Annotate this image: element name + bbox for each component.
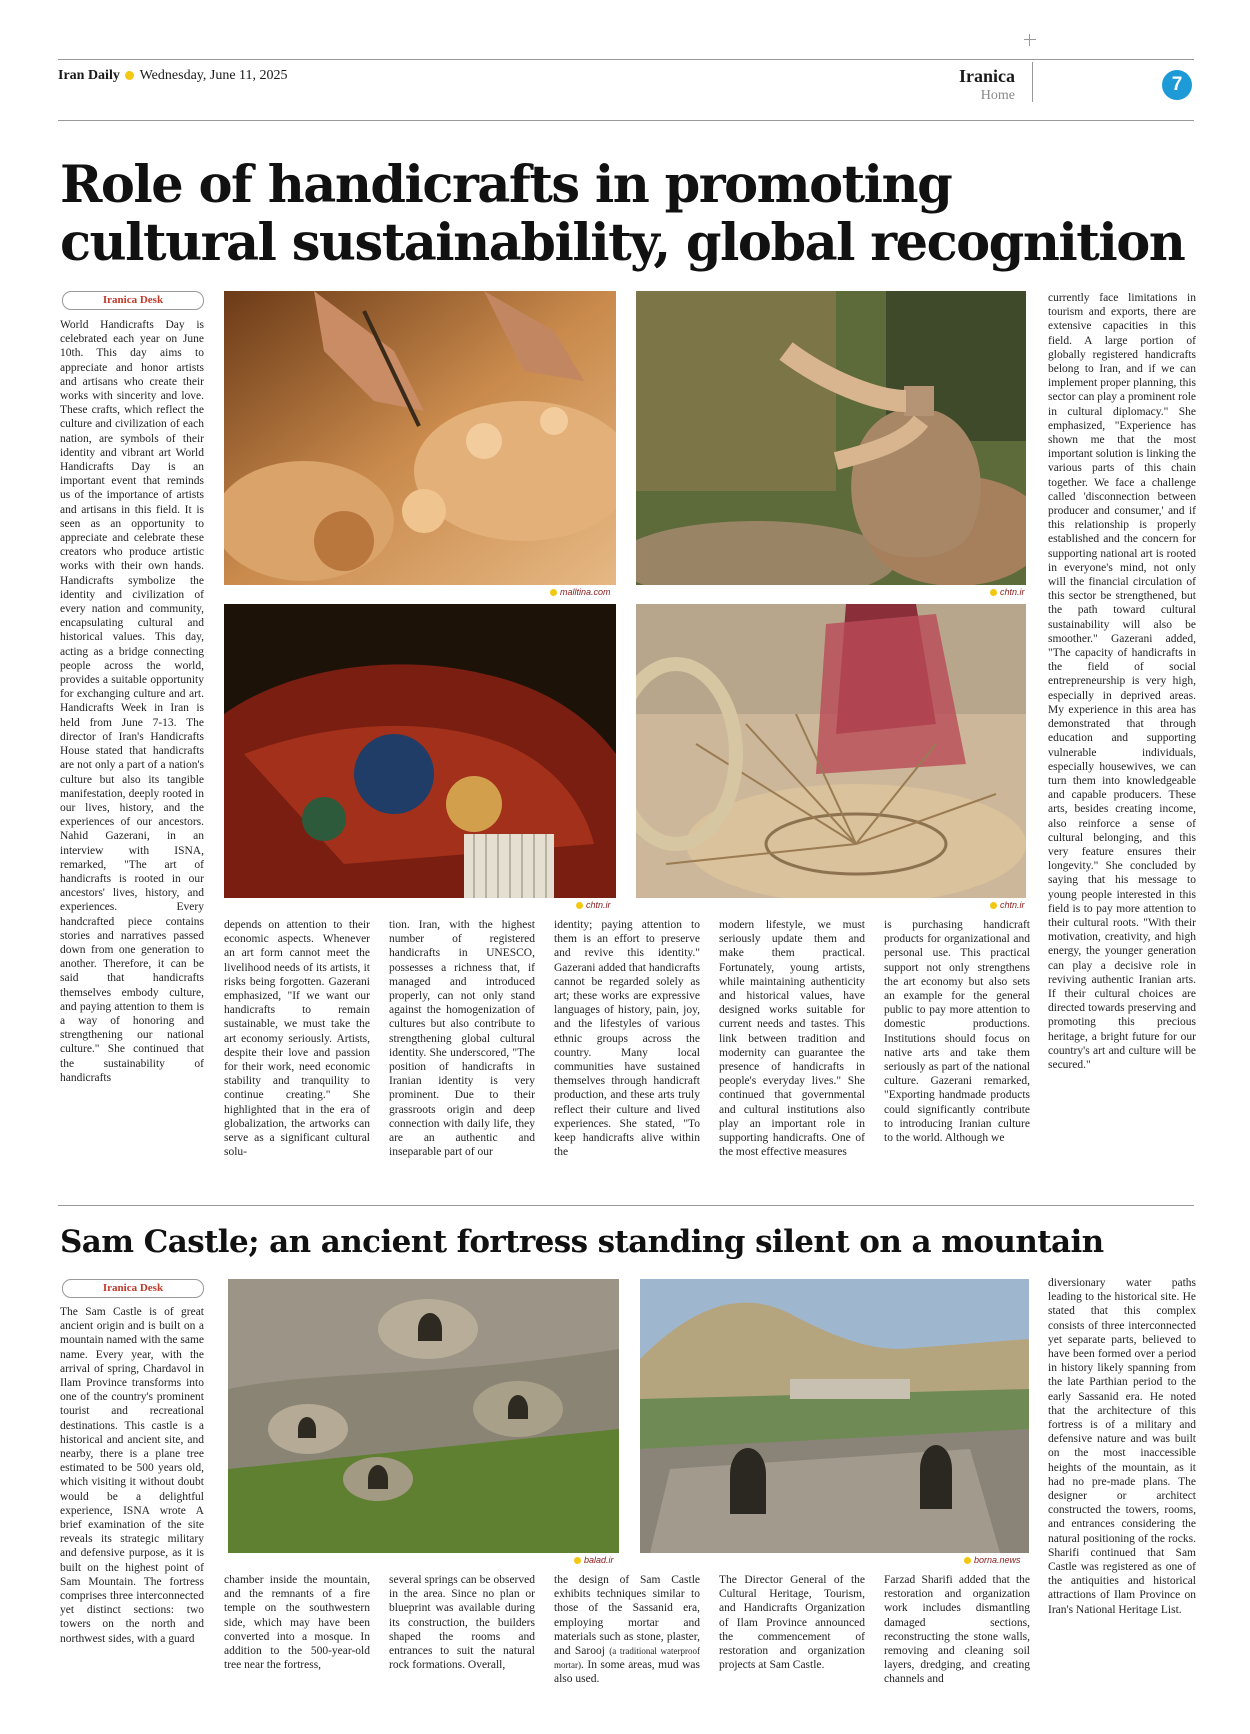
article2-column-3: several springs can be observed in the area. Since no plan or blueprint was available during its construction, the builders shaped the rooms and entrances to suit the natural rock formations. Overall, (389, 1574, 535, 1672)
article2-column-4 (554, 1573, 700, 1705)
photo-credit-4: chtn.ir (990, 900, 1025, 910)
pottery-photo (636, 291, 1026, 585)
article1-column-2: depends on attention to their economic aspects. Whenever an art form cannot meet the livelihood needs of its artists, it risks being forgotten. Gazerani emphasized, "If we want our handicrafts to remain sustainable, we must take the art economy seriously. Artists, despite their love and passion for their work, need economic stability and tranquility to continue creating." She highlighted that in the era of globalization, the artworks can serve as a significant cultural solu- (224, 919, 370, 1159)
photo-credit-6: borna.news (964, 1555, 1021, 1565)
paper-name: Iran Daily (58, 68, 120, 83)
castle-landscape-photo (640, 1279, 1029, 1553)
article2-column-1: The Sam Castle is of great ancient origin and is built on a mountain named with the same name. Every year, with the arrival of spring, Chardavol in Ilam Province transforms into one of the country's prominent tourist and recreational destinations. This castle is a historical and ancient site, and nearby, there is a plane tree estimated to be 500 years old, which visiting it without doubt would be a delightful experience, ISNA wrote A brief examination of the site reveals its strategic military and defensive purpose, as it is built on the highest point of Sam Mountain. The fortress comprises three interconnected yet distinct sections: two towers on the north and northwest sides, with a guard (60, 1306, 204, 1645)
page-number-badge (1162, 70, 1192, 100)
section-title[interactable]: Iranica (959, 66, 1015, 86)
header-bottom-rule (58, 120, 1194, 121)
article2-column-6: Farzad Sharifi added that the restoration and organization work includes dismantling damaged sections, reconstructing the stone walls, removing and cleaning soil layers, dredging, and creating channels and (884, 1574, 1030, 1686)
article1-desk-badge: Iranica Desk (62, 291, 204, 310)
wood-carving-photo (224, 291, 616, 585)
dateline (58, 68, 288, 84)
article1-headline-line2: cultural sustainability, global recognition (60, 213, 1185, 273)
photo-credit-5: balad.ir (574, 1555, 614, 1565)
article2-column-5: The Director General of the Cultural Heritage, Tourism, and Handicrafts Organization of Ilam Province announced the commencement of restoration and organization projects at Sam Castle. (719, 1574, 865, 1672)
header-divider (1032, 62, 1033, 102)
crop-mark (1024, 34, 1036, 46)
castle-ruins-photo (228, 1279, 619, 1553)
article2-column-7: diversionary water paths leading to the historical site. He stated that this complex consists of three interconnected yet separate parts, believed to have been formed over a period in history likely spanning from the late Parthian period to the early Sassanid era. He noted that the architecture of this fortress is of a military and defensive nature and was built on the most inaccessible heights of the mountain, as it had no pre-made plans. The designer or architect constructed the towers, rooms, and entrances considering the natural positioning of the rocks. Sharifi continued that Sam Castle was registered as one of the antiquities and historical attractions of Ilam Province on Iran's National Heritage List. (1048, 1277, 1196, 1616)
article2-column-2: chamber inside the mountain, and the remnants of a fire temple on the southwestern side, which may have been converted into a mosque. In addition to the 500-year-old tree near the fortress, (224, 1574, 370, 1672)
subsection-title: Home (980, 88, 1015, 103)
column-text-end: . In some areas, mud was also used. (554, 1659, 700, 1686)
article1-column-7: currently face limitations in tourism and exports, there are extensive capacities in this field. A large portion of globally registered handicrafts belong to Iran, and if we can implement proper planning, this sector can play a prominent role in cultural diplomacy." She emphasized, "Experience has shown me that the most important solution is linking the various parts of this chain together. We face a challenge called 'disconnection between producer and consumer,' and if this relationship is properly established and the concern for supporting national art is rooted in everyone's mind, not only will the financial circulation of this sector be strengthened, but the path toward cultural sustainability will also be smoother." Gazerani added, "The capacity of handicrafts in the field of social entrepreneurship is very high, especially in deprived areas. My experience in this area has demonstrated that through education and supporting vulnerable individuals, especially housewives, we can turn them into knowledgeable and capable producers. These arts, besides creating income, also reinforce a sense of cultural belonging, and this very feature ensures their longevity." She concluded by saying that his message to young people interested in this field is to pay more attention to their cultural roots. "With their motivation, creativity, and high energy, the younger generation can play a decisive role in reviving authentic Iranian arts. If their cultural choices are directed towards preserving and promoting this precious heritage, a bright future for our country's art and culture will be secured." (1048, 292, 1196, 1071)
article1-column-6: is purchasing handicraft products for organizational and personal use. This practical support not only strengthens the art economy but also sets an example for the general public to pay more attention to domestic productions. Institutions should focus on native arts and take them seriously as part of the national culture. Gazerani remarked, "Exporting handmade products could significantly contribute to introducing Iranian culture to the world. Although we (884, 919, 1030, 1145)
issue-date: Wednesday, June 11, 2025 (139, 68, 288, 83)
header-top-rule (58, 59, 1194, 60)
yellow-dot-icon (125, 71, 134, 80)
article1-column-4: identity; paying attention to them is an effort to preserve and revive this identity." Gazerani added that handicrafts cannot be regarded solely as art; these works are expressive languages of history, pain, joy, and the lifestyles of various ethnic groups across the country. Many local communities have sustained themselves through handicraft production, and these arts truly reflect their culture and lived experiences. She stated, "To keep handicrafts alive within the (554, 919, 700, 1159)
column-text: the design of Sam Castle exhibits techniques similar to those of the Sassanid era, employing mortar and materials such as stone, plaster, and Sarooj (554, 1574, 700, 1658)
photo-credit-2: chtn.ir (990, 587, 1025, 597)
photo-credit-1: malltina.com (550, 587, 611, 597)
article1-column-3: tion. Iran, with the highest number of registered handicrafts in UNESCO, possesses a richness that, if managed and introduced properly, can not only stand against the homogenization of cultures but also contribute to strengthening global cultural identity. She underscored, "The position of handicrafts in Iranian identity is very prominent. Due to their grassroots origin and deep connection with daily life, they are an authentic and inseparable part of our (389, 919, 535, 1159)
parenthetical-note: (a traditional waterproof mortar) (554, 1646, 700, 1671)
carpet-photo (224, 604, 616, 898)
article-separator (58, 1205, 1194, 1206)
article2-headline: Sam Castle; an ancient fortress standing silent on a mountain (60, 1224, 1104, 1260)
article1-headline-line1: Role of handicrafts in promoting (60, 155, 952, 215)
article1-column-5: modern lifestyle, we must seriously update them and make them practical. Fortunately, young artists, while maintaining authenticity and historical values, have designed works suitable for current needs and tastes. This link between tradition and modernity can guarantee the presence of handicrafts in people's everyday lives." She continued that governmental and cultural institutions also play an important role in supporting handicrafts. One of the most effective measures (719, 919, 865, 1159)
page-number: 7 (1171, 74, 1183, 95)
article2-desk-badge: Iranica Desk (62, 1279, 204, 1298)
basket-weaving-photo (636, 604, 1026, 898)
photo-credit-3: chtn.ir (576, 900, 611, 910)
article1-column-1: World Handicrafts Day is celebrated each year on June 10th. This day aims to appreciate and honor artists and artisans who create their works with sincerity and love. These crafts, which reflect the culture and civilization of each nation, are symbols of their identity and vibrant art World Handicrafts Day is an important event that reminds us of the importance of artists and artisans in this field. It is seen as an opportunity to appreciate and celebrate these creators who produce artistic works with their own hands. Handicrafts symbolize the identity and civilization of every nation and community, encapsulating cultural and historical values. This day, acting as a bridge connecting people across the world, provides a suitable opportunity for exchanging culture and art. Handicrafts Week in Iran is held from June 7-13. The director of Iran's Handicrafts House stated that handicrafts are not only a part of a nation's culture but also its tangible manifestation, deeply rooted in our lives, history, and the experiences of our ancestors. Nahid Gazerani, in an interview with ISNA, remarked, "The art of handicrafts is rooted in our ancestors' lives, history, and experiences. Every handcrafted piece contains stories and narratives passed down from one generation to another. Therefore, it can be said that handicrafts themselves embody culture, and paying attention to them is a way of honoring and strengthening our national culture." She continued that the sustainability of handicrafts (60, 319, 204, 1084)
